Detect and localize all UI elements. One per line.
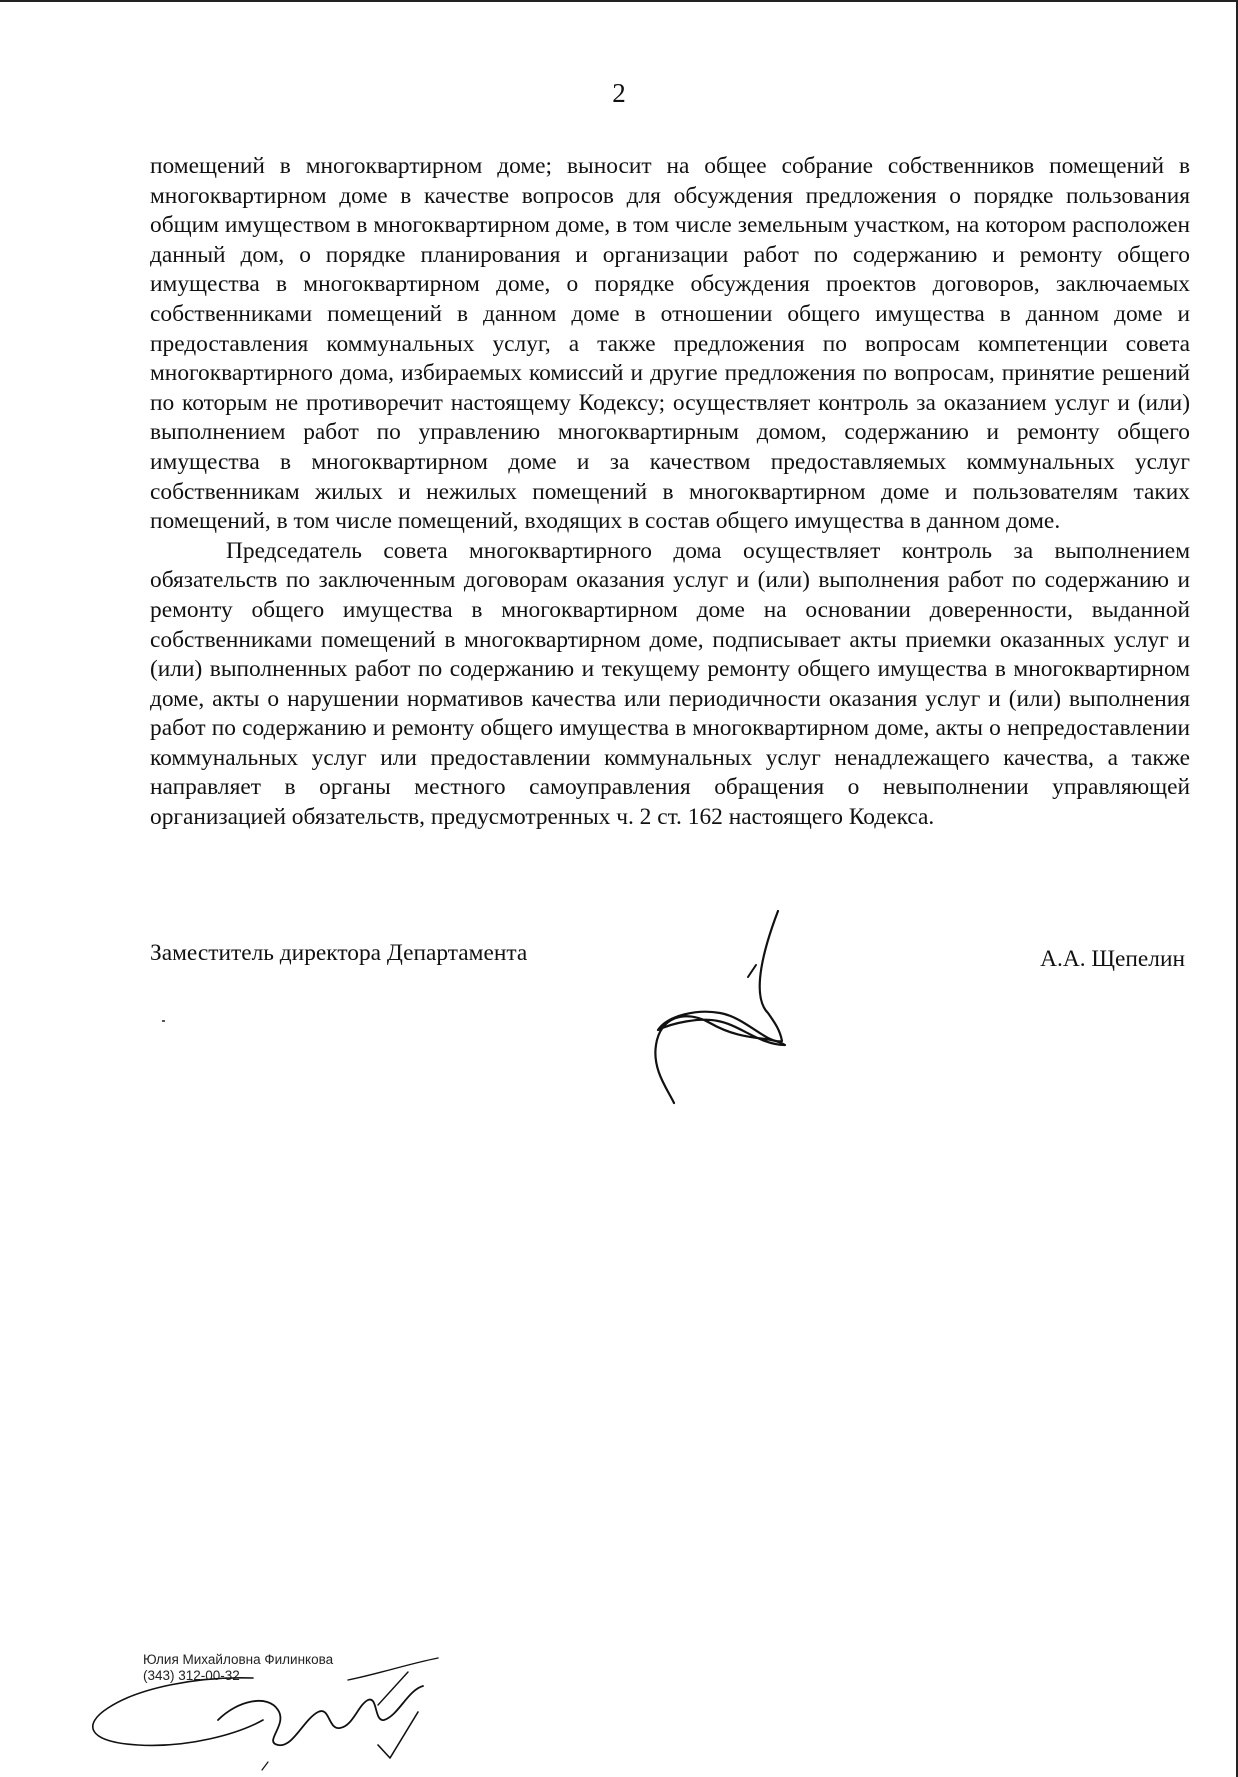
scan-speck [162,1020,165,1022]
paragraph-continuation: помещений в многоквартирном доме; выносит на общее собрание собственников помещений в многоквартирном доме в качестве вопросов для обсуждения предложения о порядке пользования общим имуществом в многоквартирном доме, в том числе земельным участком, на котором расположен данный дом, о порядке планирования и организации работ по содержанию и ремонту общего имущества в многоквартирном доме, о порядке обсуждения проектов договоров, заключаемых собственниками помещений в данном доме в отношении общего имущества в данном доме и предоставления коммунальных услуг, а также предложения по вопросам компетенции совета многоквартирного дома, избираемых комиссий и другие предложения по вопросам, принятие решений по которым не противоречит настоящему Кодексу; осуществляет контроль за оказанием услуг и (или) выполнением работ по управлению многоквартирным домом, содержанию и ремонту общего имущества в многоквартирном доме и за качеством предоставляемых коммунальных услуг собственникам жилых и нежилых помещений в многоквартирном доме и пользователям таких помещений, в том числе помещений, входящих в состав общего имущества в данном доме. [150,153,1190,535]
signatory-name: А.А. Щепелин [1040,946,1185,972]
executor-signature [78,1650,488,1775]
signatory-position: Заместитель директора Департамента [150,940,528,966]
executor-name: Юлия Михайловна Филинкова [143,1652,334,1667]
executor-phone: (343) 312-00-32 [143,1668,240,1683]
letter-body [150,152,1190,833]
page-edge-top [0,0,1238,2]
page-number: 2 [612,78,626,108]
handwritten-signature [650,905,800,1105]
paragraph-chairman: Председатель совета многоквартирного дома осуществляет контроль за выполнением обязательств по заключенным договорам оказания услуг и (или) выполнения работ по содержанию и ремонту общего имущества в многоквартирном доме на основании доверенности, выданной собственниками помещений в многоквартирном доме, подписывает акты приемки оказанных услуг и (или) выполненных работ по содержанию и текущему ремонту общего имущества в многоквартирном доме, акты о нарушении нормативов качества или периодичности оказания услуг и (или) выполнения работ по содержанию и ремонту общего имущества в многоквартирном доме, акты о непредоставлении коммунальных услуг или предоставлении коммунальных услуг ненадлежащего качества, а также направляет в органы местного самоуправления обращения о невыполнении управляющей организацией обязательств, предусмотренных ч. 2 ст. 162 настоящего Кодекса. [150,537,1190,831]
